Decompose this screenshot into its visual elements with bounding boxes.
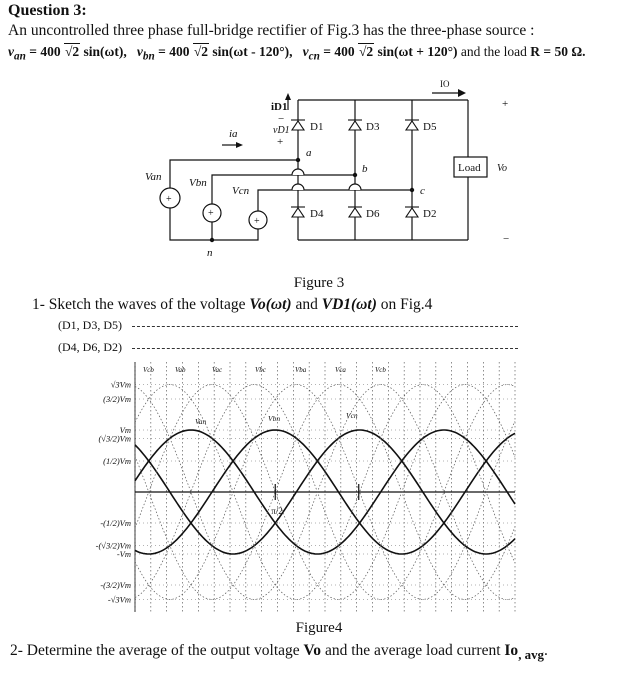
diode-d2 — [405, 207, 419, 217]
load-value: R = 50 Ω. — [530, 44, 586, 59]
line-voltage-label: Vca — [335, 366, 346, 374]
node-b-label: b — [362, 163, 368, 175]
vcn-expr-1: = 400 — [319, 44, 358, 59]
dashed-row-1-label: (D1, D3, D5) — [58, 318, 122, 332]
d2-label: D2 — [423, 208, 437, 220]
y-tick-label: -√3Vm — [107, 594, 131, 605]
line-voltage-label: Vab — [175, 366, 186, 374]
waveform-y-labels — [96, 380, 131, 605]
vbn-subscript: bn — [142, 50, 155, 63]
d1-label: D1 — [310, 121, 324, 133]
line-voltage-label: Vba — [295, 366, 307, 374]
d4-label: D4 — [310, 208, 324, 220]
vbn-sqrt2: √2 — [193, 44, 209, 59]
task2-vo: Vo — [303, 642, 322, 659]
node-c-label: c — [420, 185, 425, 197]
task1-vo: Vo(ωt) — [249, 296, 292, 313]
d3-label: D3 — [366, 121, 380, 133]
task2-mid: and the average load current — [321, 642, 505, 659]
y-tick-label: (1/2)Vm — [103, 456, 131, 466]
phase-label: Van — [195, 417, 207, 426]
waveform-grid — [135, 362, 515, 612]
d6-label: D6 — [366, 208, 380, 220]
task2-end: . — [544, 642, 548, 659]
vd1-label: vD1 — [273, 125, 290, 136]
circuit-diagram — [0, 68, 638, 273]
vbn-plus: + — [208, 208, 214, 219]
y-tick-label: (√3/2)Vm — [98, 433, 131, 444]
vcn-src-label: Vcn — [232, 185, 250, 197]
y-tick-label: -(1/2)Vm — [100, 518, 131, 528]
task1-text — [32, 296, 432, 314]
figure4-caption: Figure4 — [295, 620, 343, 636]
vcn-plus: + — [254, 216, 260, 227]
question-title: Question 3: — [8, 2, 87, 19]
van-sqrt2: √2 — [64, 44, 80, 59]
task2-io: Io — [504, 642, 519, 659]
van-subscript: an — [14, 50, 26, 63]
vd1-minus: − — [278, 113, 285, 125]
dashed-row-1-line — [132, 326, 518, 327]
diode-d6 — [348, 207, 362, 217]
y-tick-label: √3Vm — [110, 379, 131, 390]
ia-label: ia — [229, 128, 238, 140]
diode-d3 — [348, 120, 362, 130]
vbn-src-label: Vbn — [189, 177, 207, 189]
node-a-label: a — [306, 147, 312, 159]
van-expr-2: sin(ωt), — [80, 44, 127, 59]
task1-and: and — [291, 296, 322, 313]
y-tick-label: -(√3/2)Vm — [95, 540, 131, 551]
diode-d5 — [405, 120, 419, 130]
diode-d1 — [291, 120, 305, 130]
y-tick-label: Vm — [119, 425, 131, 435]
task2-io-sub: , avg — [518, 647, 544, 663]
io-label: IO — [440, 79, 450, 89]
line-voltage-label: Vcb — [375, 366, 386, 374]
task2-text — [10, 642, 548, 663]
line-voltage-label: Vcb — [143, 366, 154, 374]
van-expr-1: = 400 — [25, 44, 64, 59]
phase-label: Vcn — [346, 411, 358, 420]
y-tick-label: -Vm — [116, 549, 131, 559]
y-tick-label: (3/2)Vm — [103, 394, 131, 404]
van-src-label: Van — [145, 171, 162, 183]
vcn-symbol: v — [302, 44, 309, 59]
vo-plus: + — [502, 98, 509, 110]
phase-label: Vbn — [268, 414, 281, 423]
vcn-sqrt2: √2 — [359, 44, 374, 59]
figure3-caption: Figure 3 — [293, 275, 345, 291]
id1-label: iD1 — [271, 101, 288, 113]
van-plus: + — [166, 194, 172, 205]
line-voltage-label: Vbc — [255, 366, 266, 374]
node-n-label: n — [207, 247, 213, 259]
y-tick-label: -(3/2)Vm — [100, 580, 131, 590]
source-equations — [8, 44, 586, 63]
vbn-expr-1: = 400 — [154, 44, 193, 59]
task1-vd1: VD1(ωt) — [321, 296, 377, 313]
dashed-row-2-label: (D4, D6, D2) — [58, 340, 122, 354]
vo-minus: − — [503, 233, 510, 245]
question-statement: An uncontrolled three phase full-bridge rectifier of Fig.3 has the three-phase source : — [8, 22, 535, 39]
vbn-expr-2: sin(ωt - 120°), — [209, 44, 293, 59]
task1-prefix: 1- Sketch the waves of the voltage — [32, 296, 250, 313]
line-voltage-label: Vac — [212, 366, 223, 374]
task2-prefix: 2- Determine the average of the output voltage — [10, 642, 304, 659]
vcn-subscript: cn — [308, 50, 320, 63]
waveform-plot — [0, 358, 638, 620]
load-text: and the load — [457, 44, 531, 59]
vcn-expr-2: sin(ωt + 120°) — [374, 44, 458, 59]
task1-suffix: on Fig.4 — [376, 296, 433, 313]
dashed-row-2-line — [132, 348, 518, 349]
marker-label: π/2 — [271, 506, 283, 516]
van-symbol: v — [8, 44, 14, 59]
d5-label: D5 — [423, 121, 437, 133]
vo-label: Vo — [497, 163, 507, 174]
diode-d4 — [291, 207, 305, 217]
vbn-symbol: v — [136, 44, 143, 59]
vd1-plus: + — [277, 136, 284, 148]
load-label: Load — [458, 162, 481, 174]
